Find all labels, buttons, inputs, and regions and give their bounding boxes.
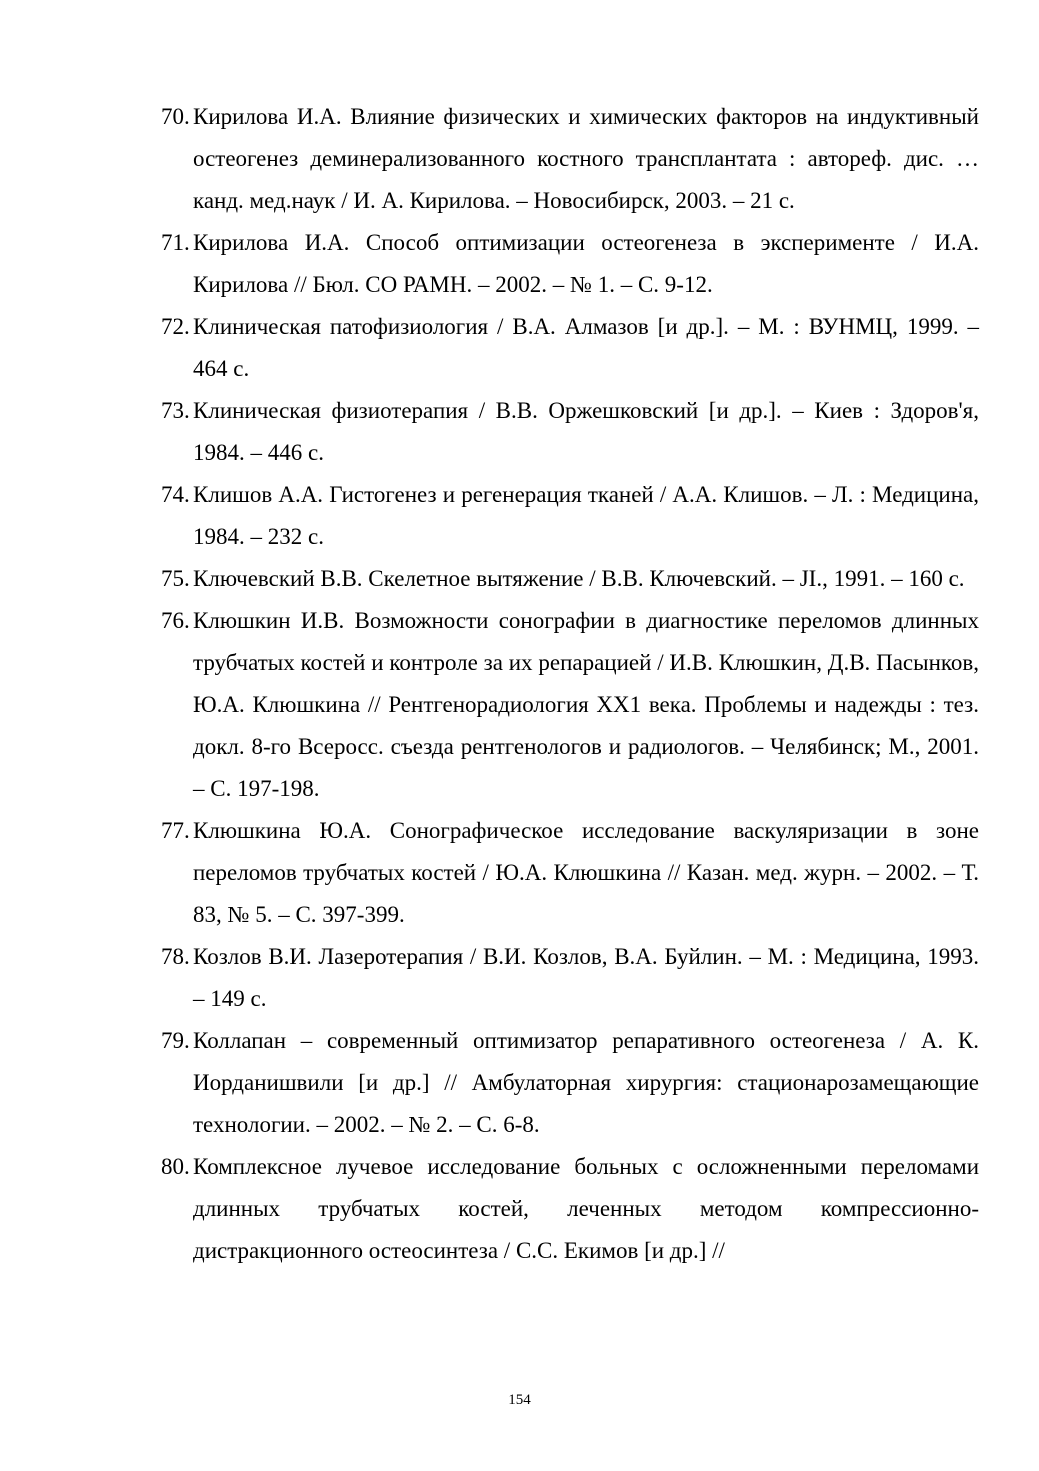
reference-item <box>161 222 979 306</box>
reference-text: Козлов В.И. Лазеротерапия / В.И. Козлов, В.А. Буйлин. – М. : Медицина, 1993. – 149 с. <box>193 944 979 1011</box>
reference-number: 79. <box>161 1028 190 1053</box>
reference-text: Комплексное лучевое исследование больных с осложненными переломами длинных трубчатых костей, леченных методом компрессионно-дистракционного остеосинтеза / С.С. Екимов [и др.] // <box>193 1154 979 1263</box>
reference-number: 72. <box>161 314 190 339</box>
reference-item <box>161 936 979 1020</box>
reference-item <box>161 96 979 222</box>
reference-text: Клюшкин И.В. Возможности сонографии в диагностике переломов длинных трубчатых костей и контроле за их репарацией / И.В. Клюшкин, Д.В. Пасынков, Ю.А. Клюшкина // Рентгенорадиология XX1 века. Проблемы и надежды : тез. докл. 8-го Всеросс. съезда рентгенологов и радиологов. – Челябинск; М., 2001. – С. 197-198. <box>193 608 979 801</box>
reference-text: Клиническая физиотерапия / В.В. Оржешковский [и др.]. – Киев : Здоров'я, 1984. – 446 с. <box>193 398 979 465</box>
reference-number: 77. <box>161 818 190 843</box>
reference-number: 70. <box>161 104 190 129</box>
reference-number: 76. <box>161 608 190 633</box>
reference-text: Клюшкина Ю.А. Сонографическое исследование васкуляризации в зоне переломов трубчатых костей / Ю.А. Клюшкина // Казан. мед. журн. – 2002. – Т. 83, № 5. – С. 397-399. <box>193 818 979 927</box>
reference-text: Коллапан – современный оптимизатор репаративного остеогенеза / А. К. Иорданишвили [и др.] // Амбулаторная хирургия: стационарозамещающие технологии. – 2002. – № 2. – С. 6-8. <box>193 1028 979 1137</box>
reference-item <box>161 600 979 810</box>
reference-item <box>161 558 979 600</box>
reference-item <box>161 306 979 390</box>
reference-text: Кирилова И.А. Влияние физических и химических факторов на индуктивный остеогенез деминерализованного костного трансплантата : автореф. дис. … канд. мед.наук / И. А. Кирилова. – Новосибирск, 2003. – 21 с. <box>193 104 979 213</box>
reference-number: 75. <box>161 566 190 591</box>
reference-text: Ключевский В.В. Скелетное вытяжение / В.В. Ключевский. – JI., 1991. – 160 с. <box>193 566 965 591</box>
reference-number: 73. <box>161 398 190 423</box>
reference-text: Кирилова И.А. Способ оптимизации остеогенеза в эксперименте / И.А. Кирилова // Бюл. СО РАМН. – 2002. – № 1. – С. 9-12. <box>193 230 979 297</box>
reference-text: Клишов А.А. Гистогенез и регенерация тканей / А.А. Клишов. – Л. : Медицина, 1984. – 232 с. <box>193 482 979 549</box>
reference-number: 78. <box>161 944 190 969</box>
reference-number: 80. <box>161 1154 190 1179</box>
reference-list <box>161 96 979 1272</box>
reference-item <box>161 474 979 558</box>
reference-number: 71. <box>161 230 190 255</box>
reference-number: 74. <box>161 482 190 507</box>
reference-item <box>161 810 979 936</box>
reference-item <box>161 390 979 474</box>
reference-item <box>161 1020 979 1146</box>
reference-item <box>161 1146 979 1272</box>
reference-text: Клиническая патофизиология / В.А. Алмазов [и др.]. – М. : ВУНМЦ, 1999. – 464 с. <box>193 314 979 381</box>
page-number: 154 <box>508 1392 531 1408</box>
